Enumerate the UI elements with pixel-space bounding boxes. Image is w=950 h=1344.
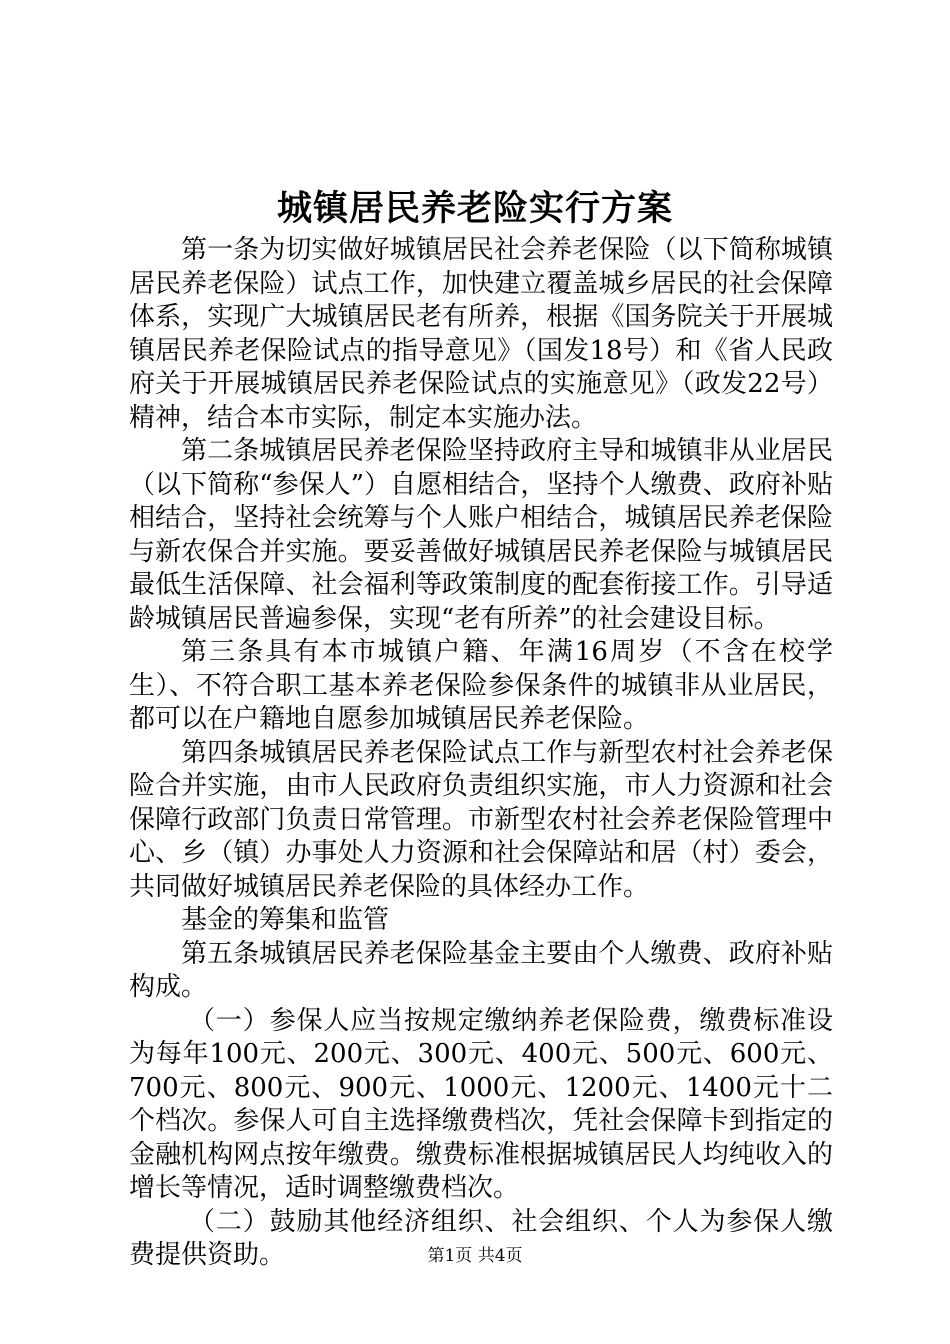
page-number-footer: 第1页 共4页: [427, 1246, 523, 1266]
paragraph-article-5: 第五条城镇居民养老保险基金主要由个人缴费、政府补贴构成。: [129, 938, 833, 1002]
section-heading: 基金的筹集和监管: [181, 905, 390, 935]
paragraph-article-2: 第二条城镇居民养老保险坚持政府主导和城镇非从业居民（以下简称“参保人”）自愿相结合，坚持个人缴费、政府补贴相结合，坚持社会统筹与个人账户相结合，城镇居民养老保险与新农保合并实施。要妥善做好城镇居民养老保险与城镇居民最低生活保障、社会福利等政策制度的配套衔接工作。引导适龄城镇居民普遍参保，实现“老有所养”的社会建设目标。: [129, 436, 833, 634]
paragraph-article-4: 第四条城镇居民养老保险试点工作与新型农村社会养老保险合并实施，由市人民政府负责组织实施，市人力资源和社会保障行政部门负责日常管理。市新型农村社会养老保险管理中心、乡（镇）办事处人力资源和社会保障站和居（村）委会，共同做好城镇居民养老保险的具体经办工作。: [129, 737, 833, 902]
document-title: 城镇居民养老险实行方案: [276, 188, 673, 229]
paragraph-item-1: （一）参保人应当按规定缴纳养老保险费，缴费标准设为每年100元、200元、300元、400元、500元、600元、700元、800元、900元、1000元、1200元、1400元十二个档次。参保人可自主选择缴费档次，凭社会保障卡到指定的金融机构网点按年缴费。缴费标准根据城镇居民人均纯收入的增长等情况，适时调整缴费档次。: [129, 1005, 833, 1203]
paragraph-article-3: 第三条具有本市城镇户籍、年满16周岁（不含在校学生）、不符合职工基本养老保险参保条件的城镇非从业居民，都可以在户籍地自愿参加城镇居民养老保险。: [129, 637, 833, 734]
paragraph-item-2: （二）鼓励其他经济组织、社会组织、个人为参保人缴费提供资助。: [129, 1206, 833, 1270]
document-body: [129, 234, 833, 1273]
paragraph-article-1: 第一条为切实做好城镇居民社会养老保险（以下简称城镇居民养老保险）试点工作，加快建立覆盖城乡居民的社会保障体系，实现广大城镇居民老有所养，根据《国务院关于开展城镇居民养老保险试点的指导意见》（国发18号）和《省人民政府关于开展城镇居民养老保险试点的实施意见》（政发22号）精神，结合本市实际，制定本实施办法。: [129, 235, 833, 433]
